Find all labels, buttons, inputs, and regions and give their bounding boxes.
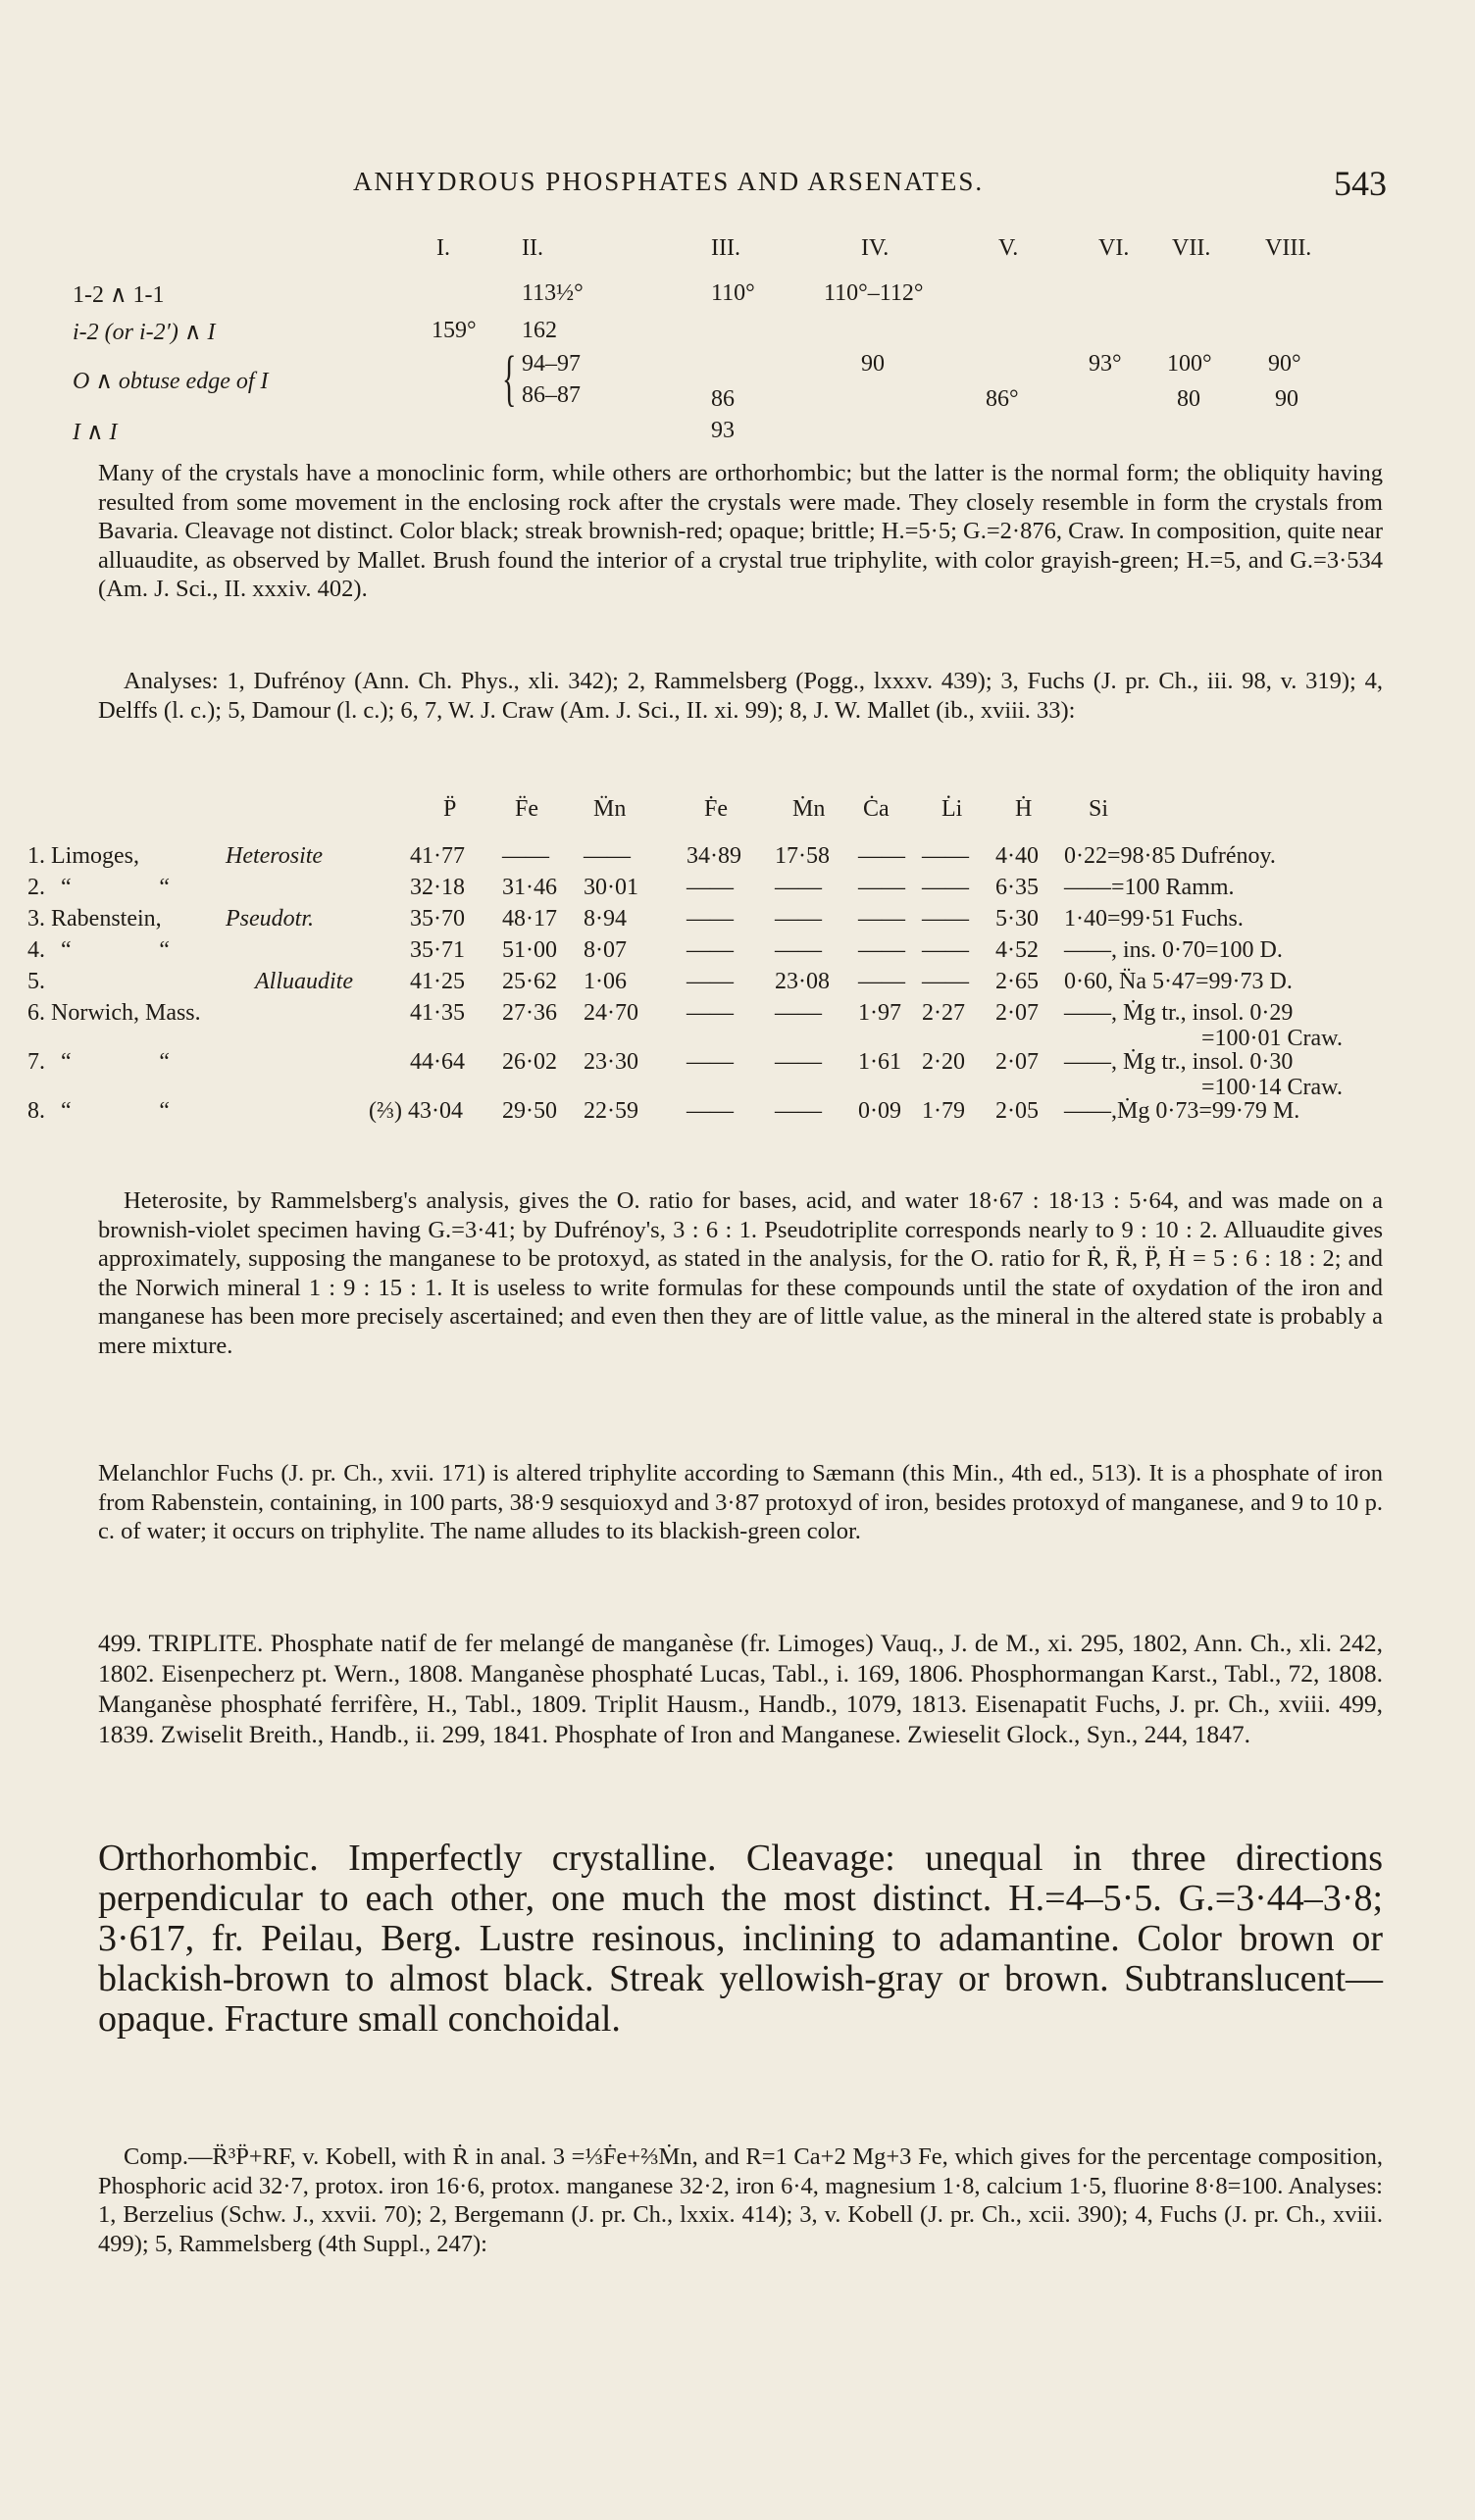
analysis-cell-Fe: —— <box>687 937 734 963</box>
analysis-cell-Mn: —— <box>775 906 822 932</box>
cell: 86–87 <box>522 382 581 408</box>
analysis-cell-Ca: —— <box>858 906 905 932</box>
analysis-cell-Mn: —— <box>775 937 822 963</box>
col-header: P̈ <box>443 796 457 822</box>
analysis-cell-H: 2·07 <box>995 1049 1039 1075</box>
analysis-cell-Fe: —— <box>687 1098 734 1124</box>
analysis-cell-Mn: —— <box>775 1000 822 1026</box>
analysis-cell-H: 6·35 <box>995 875 1039 900</box>
analysis-cell-rest: ——=100 Ramm. <box>1064 875 1235 900</box>
analysis-cell-rest2: =100·14 Craw. <box>1201 1075 1343 1100</box>
analysis-cell-mineral: Pseudotr. <box>226 906 314 932</box>
analysis-cell-rest: ——, ins. 0·70=100 D. <box>1064 937 1283 963</box>
analysis-cell-H: 5·30 <box>995 906 1039 932</box>
row-label: I ∧ I <box>73 420 118 445</box>
analysis-cell-H: 4·52 <box>995 937 1039 963</box>
analysis-cell-loc: “ <box>61 875 72 900</box>
col-header: II. <box>522 235 543 261</box>
analysis-cell-Li: 2·20 <box>922 1049 965 1075</box>
row-label: O ∧ obtuse edge of I <box>73 369 269 394</box>
analysis-cell-n: 1. <box>27 843 45 869</box>
analysis-cell-n: 8. <box>27 1098 45 1124</box>
row-label: i-2 (or i-2′) ∧ I <box>73 320 216 345</box>
col-header: Ṁn <box>792 796 826 822</box>
analysis-cell-n: 4. <box>27 937 45 963</box>
analysis-cell-Ca: 1·61 <box>858 1049 901 1075</box>
analysis-cell-Fe: —— <box>687 1000 734 1026</box>
analysis-cell-Fe: 34·89 <box>687 843 741 869</box>
analysis-cell-Fe2: 31·46 <box>502 875 557 900</box>
analysis-cell-rest: ——, Ṁg tr., insol. 0·30 <box>1064 1049 1294 1075</box>
analysis-cell-Li: —— <box>922 906 969 932</box>
analysis-cell-rest: 0·22=98·85 Dufrénoy. <box>1064 843 1276 869</box>
analysis-cell-Mn: 23·08 <box>775 969 830 994</box>
col-header: L̇i <box>941 796 963 822</box>
col-header: F̈e <box>515 796 538 822</box>
paragraph-analyses-sources: Analyses: 1, Dufrénoy (Ann. Ch. Phys., xli. 342); 2, Rammelsberg (Pogg., lxxxv. 439); 3, Fuchs (J. pr. Ch., iii. 98, v. 319); 4, Delffs (l. c.); 5, Damour (l. c.); 6, 7, W. J. Craw (Am. J. Sci., II. xi. 99); 8, J. W. Mallet (ib., xviii. 33): <box>98 668 1383 724</box>
analysis-cell-Mn: —— <box>775 1098 822 1124</box>
analysis-cell-Ca: 0·09 <box>858 1098 901 1124</box>
analysis-cell-loc: Limoges, <box>51 843 139 869</box>
analysis-cell-Ca: —— <box>858 875 905 900</box>
col-header: VIII. <box>1265 235 1312 261</box>
analysis-cell-Ca: —— <box>858 843 905 869</box>
analysis-cell-rest: ——, Ṁg tr., insol. 0·29 <box>1064 1000 1294 1026</box>
analysis-cell-Mn2: 8·94 <box>584 906 627 932</box>
cell: 80 <box>1177 386 1200 412</box>
page-number: 543 <box>1334 164 1387 203</box>
analysis-cell-Mn2: 24·70 <box>584 1000 638 1026</box>
analysis-cell-Mn: —— <box>775 1049 822 1075</box>
col-header: Ḣ <box>1015 796 1033 822</box>
analysis-cell-Li: —— <box>922 875 969 900</box>
paragraph-heterosite: Heterosite, by Rammelsberg's analysis, gives the O. ratio for bases, acid, and water 18·67 : 18·13 : 5·64, and was made on a brownish-violet specimen having G.=3·41; by Dufrénoy's, 3 : 6 : 1. Pseudotriplite corresponds nearly to 9 : 10 : 2. Alluaudite gives approximately, supposing the manganese to be protoxyd, as stated in the analysis, for the O. ratio for Ṙ, R̈, P̈, Ḣ = 5 : 6 : 18 : 2; and the Norwich mineral 1 : 9 : 15 : 1. It is useless to write formulas for these compounds until the state of oxydation of the iron and manganese has been more precisely ascertained; and even then they are of little value, as the mineral in the altered state is probably a mere mixture. <box>98 1187 1383 1359</box>
brace: { <box>502 345 517 414</box>
col-header: I. <box>436 235 450 261</box>
analysis-cell-P: 41·35 <box>410 1000 465 1026</box>
col-header: VII. <box>1172 235 1211 261</box>
cell: 110°–112° <box>824 280 924 306</box>
cell: 100° <box>1167 351 1212 377</box>
analysis-cell-Fe: —— <box>687 906 734 932</box>
analysis-cell-loc: “ <box>61 1098 72 1124</box>
cell: 90 <box>861 351 885 377</box>
paragraph-melanchlor: Melanchlor Fuchs (J. pr. Ch., xvii. 171) is altered triphylite according to Sæmann (this Min., 4th ed., 513). It is a phosphate of iron from Rabenstein, containing, in 100 parts, 38·9 sesquioxyd and 3·87 protoxyd of iron, besides protoxyd of manganese, and 9 to 10 p. c. of water; it occurs on triphylite. The name alludes to its blackish-green color. <box>98 1460 1383 1544</box>
analysis-cell-Mn2: 23·30 <box>584 1049 638 1075</box>
analysis-cell-H: 2·07 <box>995 1000 1039 1026</box>
analysis-cell-n: 7. <box>27 1049 45 1075</box>
analysis-cell-loc: Rabenstein, <box>51 906 162 932</box>
analysis-cell-Fe: —— <box>687 875 734 900</box>
analysis-cell-P: 41·77 <box>410 843 465 869</box>
analysis-cell-Li: —— <box>922 843 969 869</box>
analysis-cell-loc: Norwich, Mass. <box>51 1000 201 1026</box>
analysis-cell-n: 5. <box>27 969 45 994</box>
analysis-cell-Ca: 1·97 <box>858 1000 901 1026</box>
analysis-cell-n: 2. <box>27 875 45 900</box>
analysis-cell-Fe2: 27·36 <box>502 1000 557 1026</box>
analysis-cell-Fe2: 29·50 <box>502 1098 557 1124</box>
analysis-cell-mineral: Heterosite <box>226 843 324 869</box>
analysis-cell-Mn2: 8·07 <box>584 937 627 963</box>
analysis-cell-P: (⅔) 43·04 <box>369 1098 463 1124</box>
cell: 93 <box>711 418 735 443</box>
analysis-cell-n: 6. <box>27 1000 45 1026</box>
analysis-cell-rest: 1·40=99·51 Fuchs. <box>1064 906 1244 932</box>
analysis-cell-H: 2·65 <box>995 969 1039 994</box>
analysis-cell-mineral: “ <box>157 1098 171 1124</box>
analysis-cell-Fe2: 26·02 <box>502 1049 557 1075</box>
cell: 162 <box>522 318 557 343</box>
analysis-cell-Fe: —— <box>687 969 734 994</box>
analysis-cell-P: 44·64 <box>410 1049 465 1075</box>
cell: 86° <box>986 386 1019 412</box>
cell: 159° <box>432 318 477 343</box>
paragraph-composition: Comp.—R̈³P̈+RF, v. Kobell, with Ṙ in anal. 3 =⅓Ḟe+⅔Ṁn, and R=1 Ca+2 Mg+3 Fe, which gives for the percentage composition, Phosphoric acid 32·7, protox. iron 16·6, protox. manganese 32·2, iron 6·4, magnesium 1·8, calcium 1·5, fluorine 8·8=100. Analyses: 1, Berzelius (Schw. J., xxvii. 70); 2, Bergemann (J. pr. Ch., lxxix. 414); 3, v. Kobell (J. pr. Ch., xcii. 390); 4, Fuchs (J. pr. Ch., xviii. 499); 5, Rammelsberg (4th Suppl., 247): <box>98 2143 1383 2257</box>
col-header: Ċa <box>863 796 890 822</box>
analysis-cell-rest: 0·60, N̈a 5·47=99·73 D. <box>1064 969 1293 994</box>
analysis-cell-mineral: “ <box>157 937 171 963</box>
analysis-cell-Li: —— <box>922 969 969 994</box>
analysis-cell-Mn2: 1·06 <box>584 969 627 994</box>
cell: 93° <box>1089 351 1122 377</box>
analysis-cell-P: 41·25 <box>410 969 465 994</box>
cell: 90° <box>1268 351 1301 377</box>
analysis-cell-Fe2: 25·62 <box>502 969 557 994</box>
analysis-cell-Fe2: 51·00 <box>502 937 557 963</box>
row-label: 1-2 ∧ 1-1 <box>73 282 165 308</box>
analysis-cell-mineral: “ <box>157 1049 171 1075</box>
paragraph-crystal-description: Many of the crystals have a monoclinic form, while others are orthorhombic; but the latter is the normal form; the obliquity having resulted from some movement in the enclosing rock after the crystals were made. They closely resemble in form the crystals from Bavaria. Cleavage not distinct. Color black; streak brownish-red; opaque; brittle; H.=5·5; G.=2·876, Craw. In composition, quite near alluaudite, as observed by Mallet. Brush found the interior of a crystal true triphylite, with color grayish-green; H.=5, and G.=3·534 (Am. J. Sci., II. xxxiv. 402). <box>98 460 1383 602</box>
running-header: ANHYDROUS PHOSPHATES AND ARSENATES. <box>353 167 985 196</box>
col-header: M̈n <box>593 796 627 822</box>
analysis-cell-mineral: Alluaudite <box>255 969 353 994</box>
col-header: Ḟe <box>704 796 728 822</box>
analysis-cell-mineral: “ <box>157 875 171 900</box>
cell: 113½° <box>522 280 584 306</box>
analysis-cell-Mn2: 22·59 <box>584 1098 638 1124</box>
analysis-cell-P: 35·71 <box>410 937 465 963</box>
paragraph-triplite-synonymy: 499. TRIPLITE. Phosphate natif de fer melangé de manganèse (fr. Limoges) Vauq., J. de M., xi. 295, 1802, Ann. Ch., xli. 242, 1802. Eisenpecherz pt. Wern., 1808. Manganèse phosphaté Lucas, Tabl., i. 169, 1806. Phosphormangan Karst., Tabl., 72, 1808. Manganèse phosphaté ferrifère, H., Tabl., 1809. Triplit Hausm., Handb., 1079, 1813. Eisenapatit Fuchs, J. pr. Ch., xviii. 499, 1839. Zwiselit Breith., Handb., ii. 299, 1841. Phosphate of Iron and Manganese. Zwieselit Glock., Syn., 244, 1847. <box>98 1629 1383 1748</box>
col-header: V. <box>998 235 1019 261</box>
col-header: III. <box>711 235 740 261</box>
cell: 86 <box>711 386 735 412</box>
cell: 90 <box>1275 386 1298 412</box>
analysis-cell-Mn2: —— <box>584 843 631 869</box>
analysis-cell-loc: “ <box>61 937 72 963</box>
analysis-cell-Ca: —— <box>858 937 905 963</box>
analysis-cell-rest: ——,Ṁg 0·73=99·79 M. <box>1064 1098 1300 1124</box>
cell: 94–97 <box>522 351 581 377</box>
analysis-cell-H: 4·40 <box>995 843 1039 869</box>
analysis-cell-Ca: —— <box>858 969 905 994</box>
col-header: Si <box>1089 796 1109 822</box>
analysis-cell-Fe2: —— <box>502 843 549 869</box>
analysis-cell-Li: 2·27 <box>922 1000 965 1026</box>
analysis-cell-rest2: =100·01 Craw. <box>1201 1026 1343 1051</box>
analysis-cell-Mn2: 30·01 <box>584 875 638 900</box>
cell: 110° <box>711 280 755 306</box>
analysis-cell-Mn: —— <box>775 875 822 900</box>
analysis-cell-Fe2: 48·17 <box>502 906 557 932</box>
analysis-cell-H: 2·05 <box>995 1098 1039 1124</box>
col-header: VI. <box>1098 235 1130 261</box>
analysis-cell-Li: 1·79 <box>922 1098 965 1124</box>
analysis-cell-P: 32·18 <box>410 875 465 900</box>
analysis-cell-loc: “ <box>61 1049 72 1075</box>
analysis-cell-n: 3. <box>27 906 45 932</box>
analysis-cell-Mn: 17·58 <box>775 843 830 869</box>
analysis-cell-Li: —— <box>922 937 969 963</box>
analysis-cell-P: 35·70 <box>410 906 465 932</box>
analysis-cell-Fe: —— <box>687 1049 734 1075</box>
paragraph-triplite-description: Orthorhombic. Imperfectly crystalline. Cleavage: unequal in three directions perpendicular to each other, one much the most distinct. H.=4–5·5. G.=3·44–3·8; 3·617, fr. Peilau, Berg. Lustre resinous, inclining to adamantine. Color brown or blackish-brown to almost black. Streak yellowish-gray or brown. Subtranslucent—opaque. Fracture small conchoidal. <box>98 1838 1383 2040</box>
col-header: IV. <box>861 235 890 261</box>
